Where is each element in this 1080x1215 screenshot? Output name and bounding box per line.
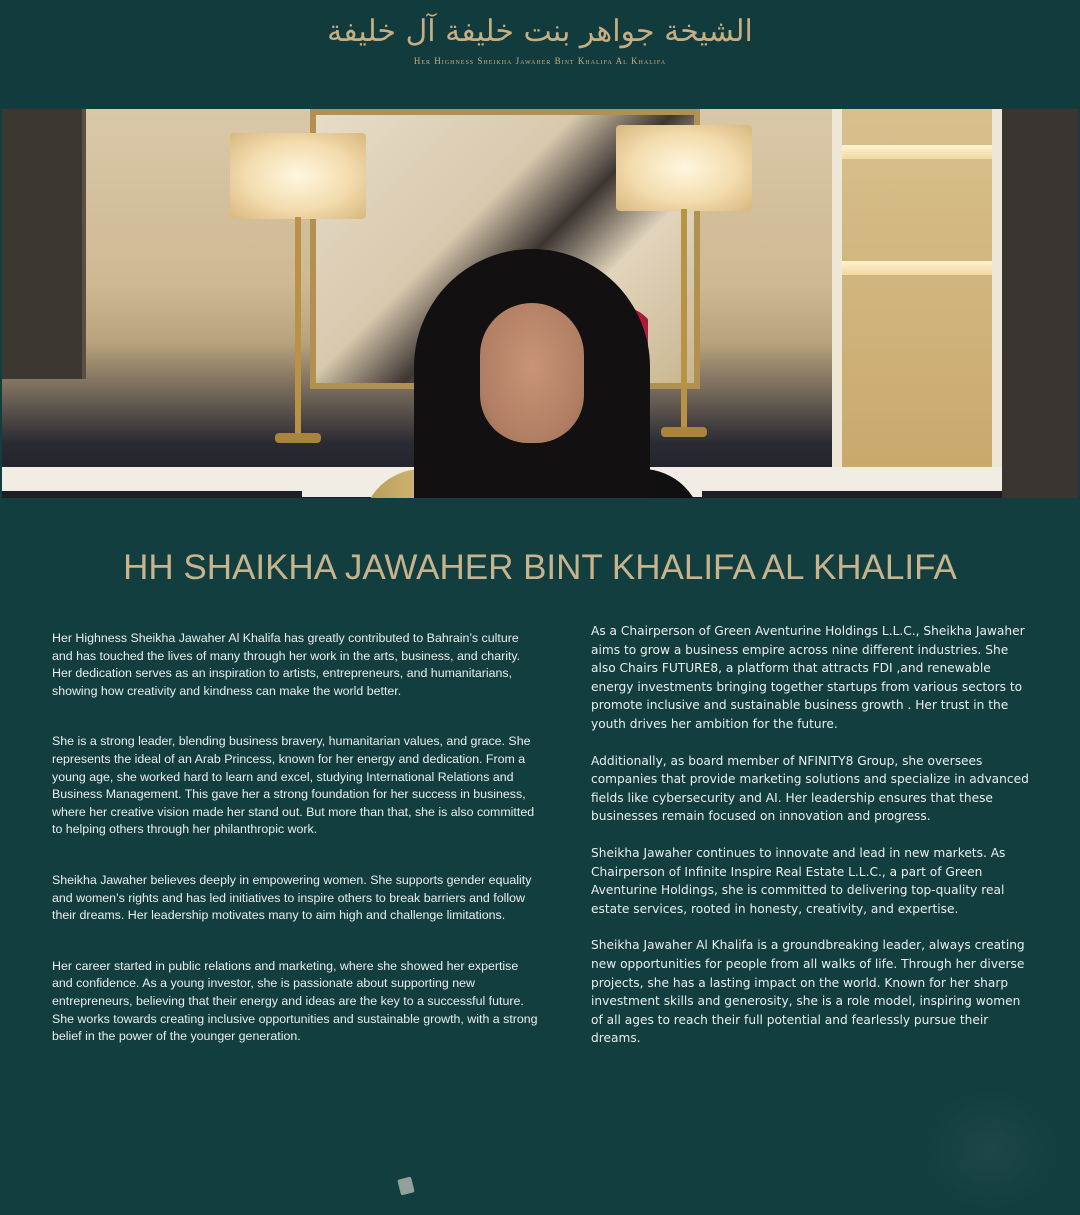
biography-left-column xyxy=(52,630,538,1079)
lit-shelf-panel xyxy=(832,109,1002,469)
lamp-shade-right xyxy=(616,125,752,211)
lamp-base-left xyxy=(275,433,321,443)
page-title: HH SHAIKHA JAWAHER BINT KHALIFA AL KHALIFA xyxy=(123,548,957,587)
bio-paragraph: Her Highness Sheikha Jawaher Al Khalifa has greatly contributed to Bahrain’s culture and has touched the lives of many through her work in the arts, business, and charity. Her dedication serves as an inspiration to artists, entrepreneurs, and humanitarians, showing how creativity and kindness can make the world better. xyxy=(52,631,521,698)
bio-paragraph: Additionally, as board member of NFINITY8 Group, she oversees companies that provide marketing solutions and specialize in advanced fields like cybersecurity and AI. Her leadership ensures that these businesses remain focused on innovation and progress. xyxy=(591,753,1029,824)
face xyxy=(480,303,584,443)
bio-paragraph: Sheikha Jawaher Al Khalifa is a groundbreaking leader, always creating new opportunities for people from all walks of life. Through her diverse projects, she has a lasting impact on the world. Known for her sharp investment skills and generosity, she is a role model, inspiring women of all ages to reach their full potential and fearlessly pursue their dreams. xyxy=(591,938,1025,1046)
lamp-shade-left xyxy=(230,133,366,219)
decorative-watermark xyxy=(920,1090,1060,1210)
bio-paragraph: As a Chairperson of Green Aventurine Holdings L.L.C., Sheikha Jawaher aims to grow a business empire across nine different industries. She also Chairs FUTURE8, a platform that attracts FDI ,and renewable energy investments bringing together startups from various sectors to promote inclusive and sustainable business growth . Her trust in the youth drives her ambition for the future. xyxy=(591,624,1025,731)
hero-portrait-photo xyxy=(2,109,1078,498)
bio-paragraph: Her career started in public relations and marketing, where she showed her expertise and confidence. As a young investor, she is passionate about supporting new entrepreneurs, believing that their energy and ideas are the key to a successful future. She works towards creating inclusive opportunities and sustainable growth, with a strong belief in the power of the younger generation. xyxy=(52,958,538,1044)
site-header xyxy=(0,0,1080,108)
bio-paragraph: She is a strong leader, blending business bravery, humanitarian values, and grace. She represents the ideal of an Arab Princess, known for her energy and dedication. From a young age, she worked hard to learn and excel, studying International Relations and Business Management. This gave her a strong foundation for her success in business, where her creative vision made her stand out. But more than that, she is also committed to helping others through her philanthropic work. xyxy=(52,734,535,837)
scroll-marker-icon[interactable] xyxy=(397,1177,414,1196)
biography-right-column xyxy=(591,622,1031,1066)
bio-paragraph: Sheikha Jawaher continues to innovate and lead in new markets. As Chairperson of Infinite Inspire Real Estate L.L.C., a part of Green Aventurine Holdings, she is committed to delivering top-quality real estate services, rooted in honesty, creativity, and expertise. xyxy=(591,845,1006,916)
logo-subtitle: Her Highness Sheikha Jawaher Bint Khalifa Al Khalifa xyxy=(413,56,667,66)
bio-paragraph: Sheikha Jawaher believes deeply in empowering women. She supports gender equality and women’s rights and has led initiatives to inspire others to break barriers and follow their dreams. Her leadership motivates many to aim high and challenge limitations. xyxy=(52,872,532,923)
arabic-calligraphy-logo[interactable]: الشيخة جواهر بنت خليفة آل خليفة xyxy=(327,14,753,49)
lamp-stem-left xyxy=(295,217,301,439)
wall-artwork-right xyxy=(1002,109,1078,498)
wall-artwork-left xyxy=(2,109,86,379)
portrait-subject xyxy=(362,249,702,498)
